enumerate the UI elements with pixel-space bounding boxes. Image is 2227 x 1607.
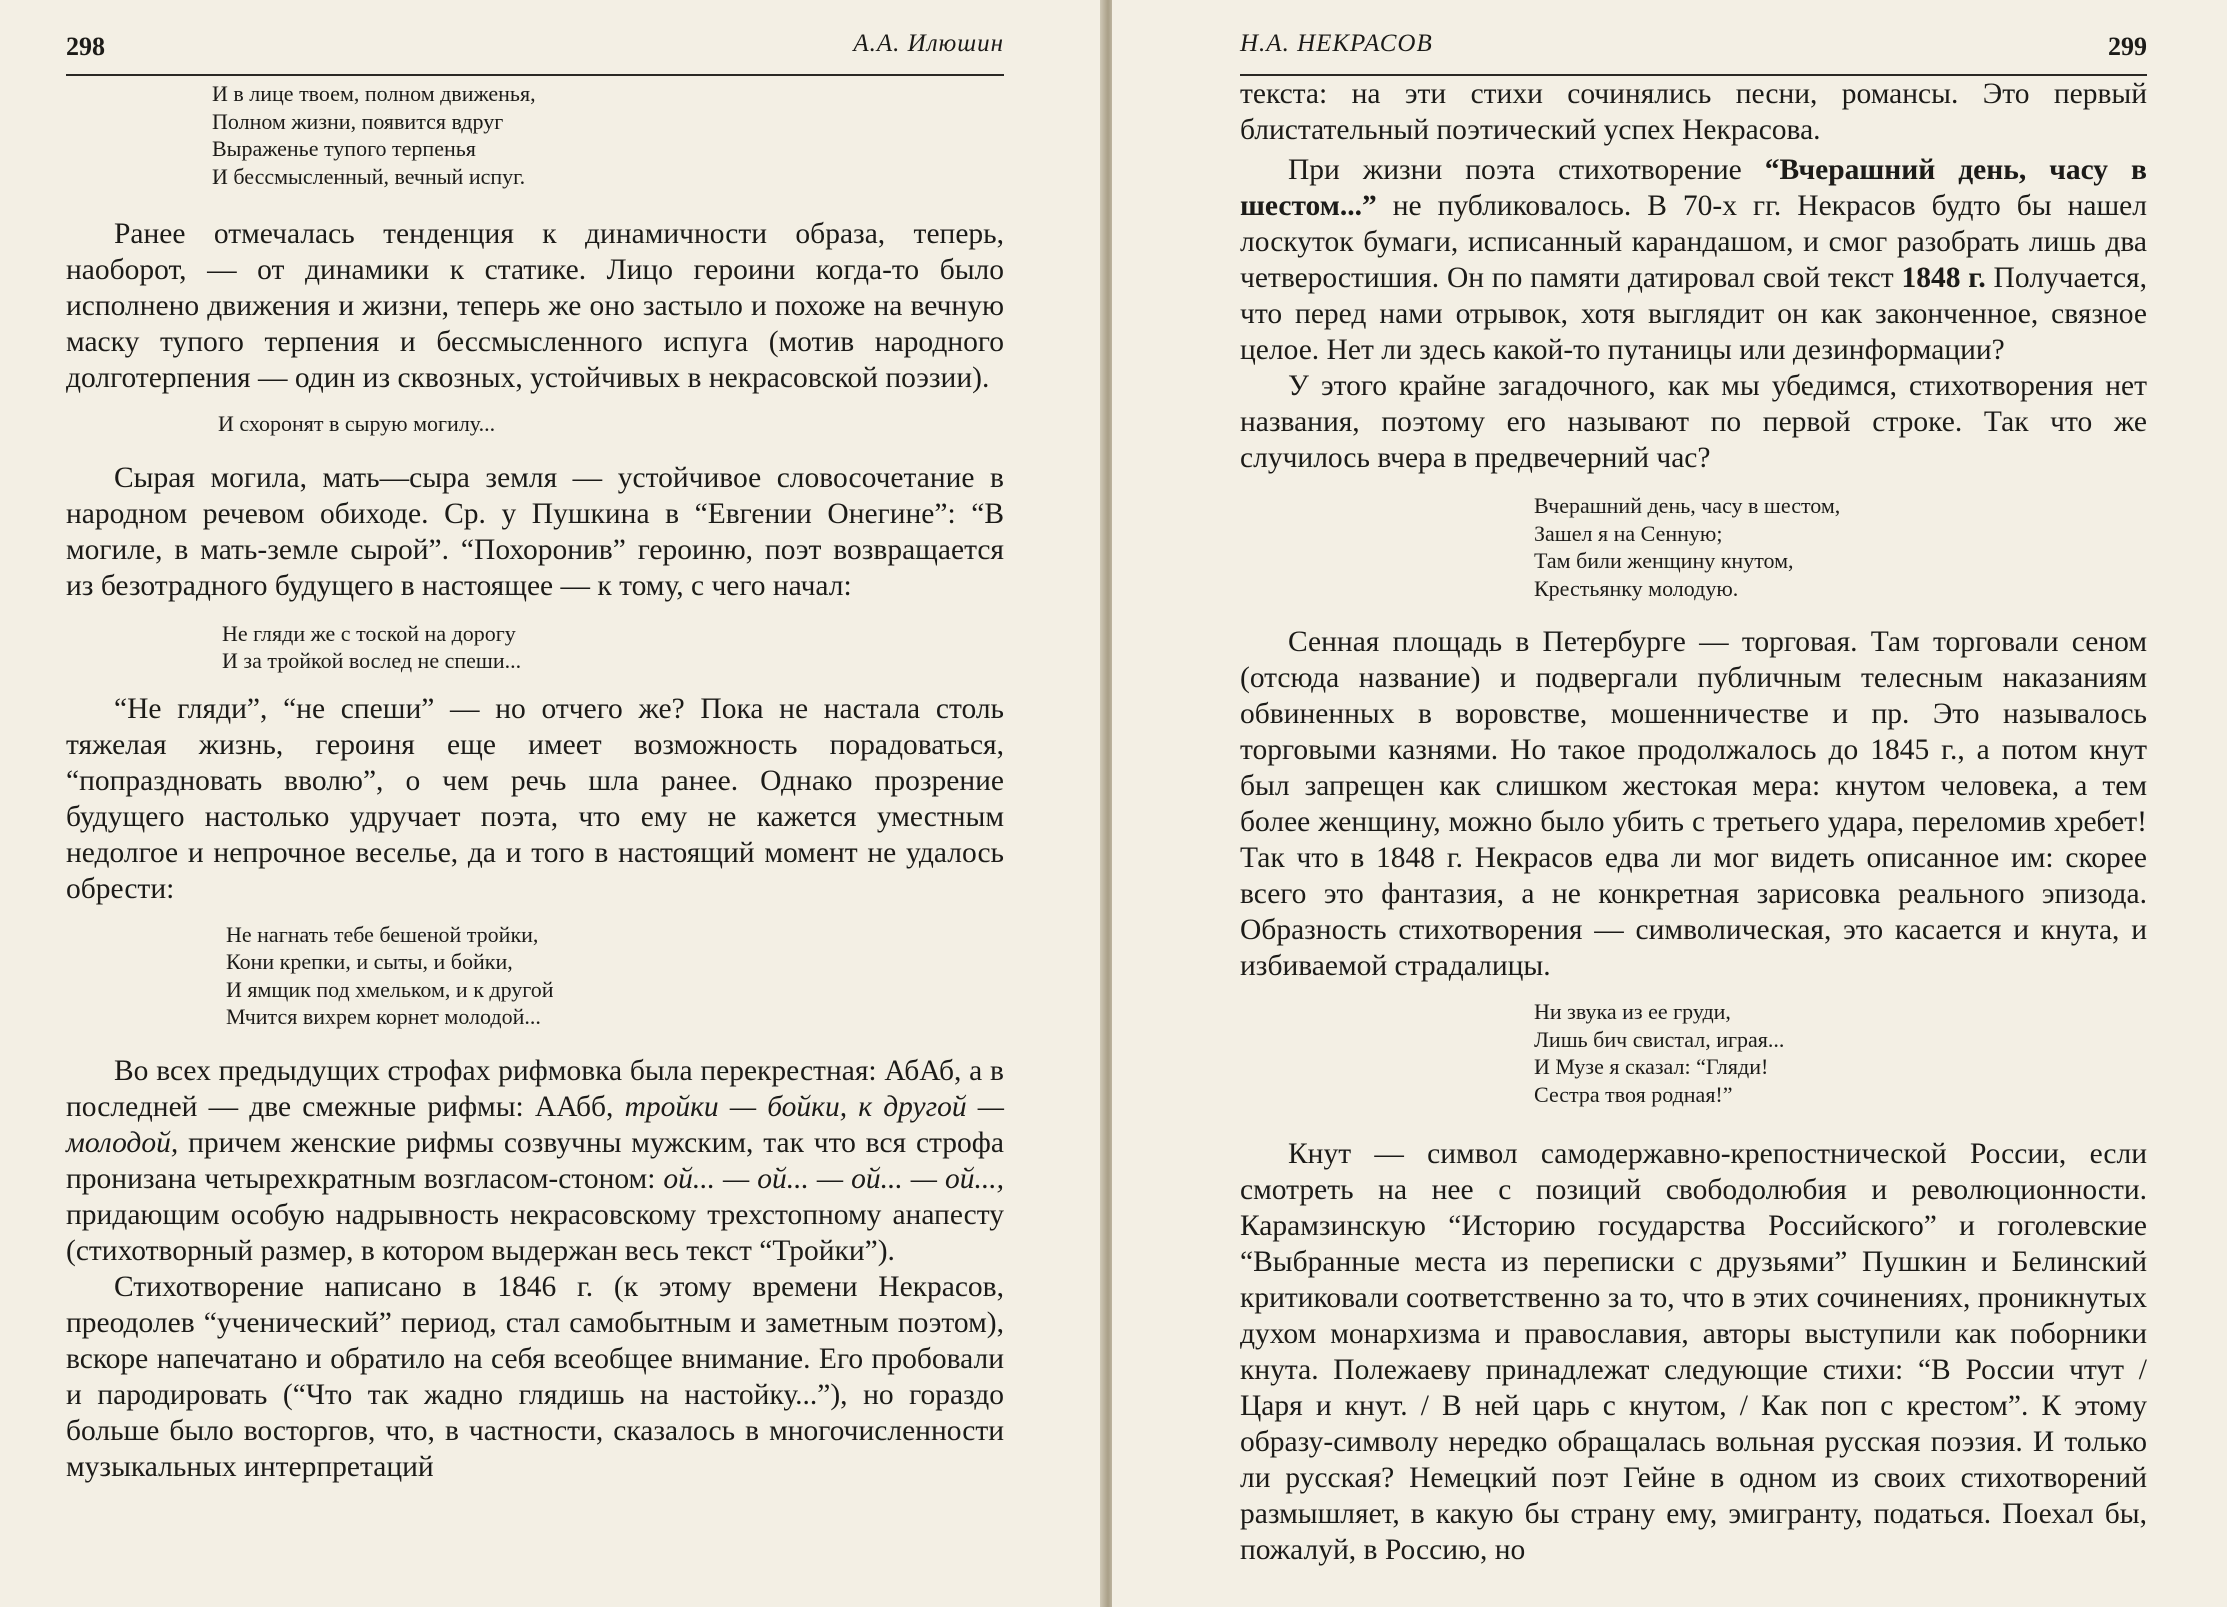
page-number: 299 <box>2108 32 2147 61</box>
paragraph: Сырая могила, мать—сыра земля — устойчивое словосочетание в народном речевом обиходе. Ср. у Пушкина в “Евгении Онегине”: “В могиле, в мать-земле сырой”. “Похоронив” героиню, поэт возвращается из безотрадного будущего в настоящее — к тому, с чего начал: <box>66 461 1004 602</box>
verse-line: И бессмысленный, вечный испуг. <box>212 163 526 189</box>
left-page-body <box>66 80 1004 1485</box>
running-head: А.А. Илюшин <box>853 30 1004 57</box>
paragraph: При жизни поэта стихотворение “Вчерашний день, часу в шестом...” не публиковалось. В 70-х гг. Некрасов будто бы нашел лоскуток бумаги, исписанный карандашом, и смог разобрать лишь два четверостишия. Он по памяти датировал свой текст 1848 г. Получается, что перед нами отрывок, хотя выглядит он как законченное, связное целое. Нет ли здесь какой-то путаницы или дезинформации? <box>1240 154 2147 366</box>
paragraph: Во всех предыдущих строфах рифмовка была перекрестная: АбАб, а в последней — две смежные рифмы: ААбб, тройки — бойки, к другой — молодой, причем женские рифмы созвучны мужским, так что вся строфа пронизана четырехкратным возгласом-стоном: ой... — ой... — ой... — ой..., придающим особую надрывность некрасовскому трехстопному анапесту (стихотворный размер, в котором выдержан весь текст “Тройки”). <box>66 1054 1005 1267</box>
verse-line: Зашел я на Сенную; <box>1534 520 1723 546</box>
verse-line: Полном жизни, появится вдруг <box>212 108 504 134</box>
verse-line: Не нагнать тебе бешеной тройки, <box>226 921 539 947</box>
verse-line: И ямщик под хмельком, и к другой <box>226 976 554 1002</box>
left-page <box>0 0 1104 1607</box>
verse-line: Там били женщину кнутом, <box>1534 548 1794 573</box>
verse-quote <box>218 410 1004 438</box>
verse-quote <box>226 921 1004 1031</box>
page-number: 298 <box>66 32 105 61</box>
verse-line: И в лице твоем, полном движенья, <box>212 81 536 106</box>
right-page-body <box>1240 76 2147 1568</box>
verse-line: Кони крепки, и сыты, и бойки, <box>226 949 513 974</box>
verse-line: И схоронят в сырую могилу... <box>218 411 496 436</box>
verse-line: И за тройкой вослед не спеши... <box>222 648 522 673</box>
verse-line: Крестьянку молодую. <box>1534 575 1739 601</box>
verse-quote <box>222 620 1004 675</box>
verse-line: И Музе я сказал: “Гляди! <box>1534 1054 1769 1079</box>
paragraph: У этого крайне загадочного, как мы убедимся, стихотворения нет названия, поэтому его называют по первой строке. Так что же случилось вчера в предвечерний час? <box>1240 370 2147 474</box>
verse-line: Ни звука из ее груди, <box>1534 999 1731 1024</box>
verse-quote <box>1534 998 2147 1108</box>
running-head: Н.А. НЕКРАСОВ <box>1240 30 1433 57</box>
right-page-header <box>1240 8 2147 76</box>
verse-line: Вчерашний день, часу в шестом, <box>1534 493 1841 518</box>
paragraph: “Не гляди”, “не спеши” — но отчего же? Пока не настала столь тяжелая жизнь, героиня еще имеет возможность порадоваться, “попраздновать вволю”, о чем речь шла ранее. Однако прозрение будущего настолько удручает поэта, что ему не кажется уместным недолгое и непрочное веселье, да и того в настоящий момент не удалось обрести: <box>66 692 1004 905</box>
paragraph: текста: на эти стихи сочинялись песни, романсы. Это первый блистательный поэтический успех Некрасова. <box>1240 78 2147 146</box>
verse-line: Не гляди же с тоской на дорогу <box>222 620 516 646</box>
paragraph: Кнут — символ самодержавно-крепостнической России, если смотреть на нее с позиций свободолюбия и революционности. Карамзинскую “Историю государства Российского” и гоголевские “Выбранные места из переписки с друзьями” Пушкин и Белинский критиковали соответственно за то, что в этих сочинениях, проникнутых духом монархизма и православия, авторы выступили как поборники кнута. Полежаеву принадлежат следующие стихи: “В России чтут / Царя и кнут. / В ней царь с кнутом, / Как поп с крестом”. К этому образу-символу нередко обращалась вольная русская поэзия. И только ли русская? Немецкий поэт Гейне в одном из своих стихотворений размышляет, в какую бы страну ему, эмигранту, податься. Поехал бы, пожалуй, в Россию, но <box>1240 1138 2147 1566</box>
verse-line: Выраженье тупого терпенья <box>212 136 476 161</box>
verse-line: Сестра твоя родная!” <box>1534 1081 1733 1107</box>
verse-line: Лишь бич свистал, играя... <box>1534 1026 1785 1052</box>
paragraph: Ранее отмечалась тенденция к динамичности образа, теперь, наоборот, — от динамики к статике. Лицо героини когда-то было исполнено движения и жизни, теперь же оно застыло и похоже на вечную маску тупого терпения и бессмысленного испуга (мотив народного долготерпения — один из сквозных, устойчивых в некрасовской поэзии). <box>66 218 1004 394</box>
paragraph: Сенная площадь в Петербурге — торговая. Там торговали сеном (отсюда название) и подвергали публичным телесным наказаниям обвиненных в воровстве, мошенничестве и пр. Это называлось торговыми казнями. Но такое продолжалось до 1845 г., а потом кнут был запрещен как слишком жестокая мера: кнутом человека, а тем более женщину, можно было убить с третьего удара, переломив хребет! Так что в 1848 г. Некрасов едва ли мог видеть описанное им: скорее всего это фантазия, а не конкретная зарисовка реального эпизода. Образность стихотворения — символическая, это касается и кнута, и избиваемой страдалицы. <box>1240 626 2147 982</box>
left-page-header <box>66 8 1004 76</box>
verse-quote <box>1534 492 2147 602</box>
verse-quote <box>212 80 1004 190</box>
paragraph: Стихотворение написано в 1846 г. (к этому времени Некрасов, преодолев “ученический” период, стал самобытным и заметным поэтом), вскоре напечатано и обратило на себя всеобщее внимание. Его пробовали и пародировать (“Что так жадно глядишь на настойку...”), но гораздо больше было восторгов, что, в частности, сказалось в многочисленности музыкальных интерпретаций <box>66 1270 1004 1483</box>
verse-line: Мчится вихрем корнет молодой... <box>226 1004 541 1029</box>
right-page <box>1112 0 2227 1607</box>
